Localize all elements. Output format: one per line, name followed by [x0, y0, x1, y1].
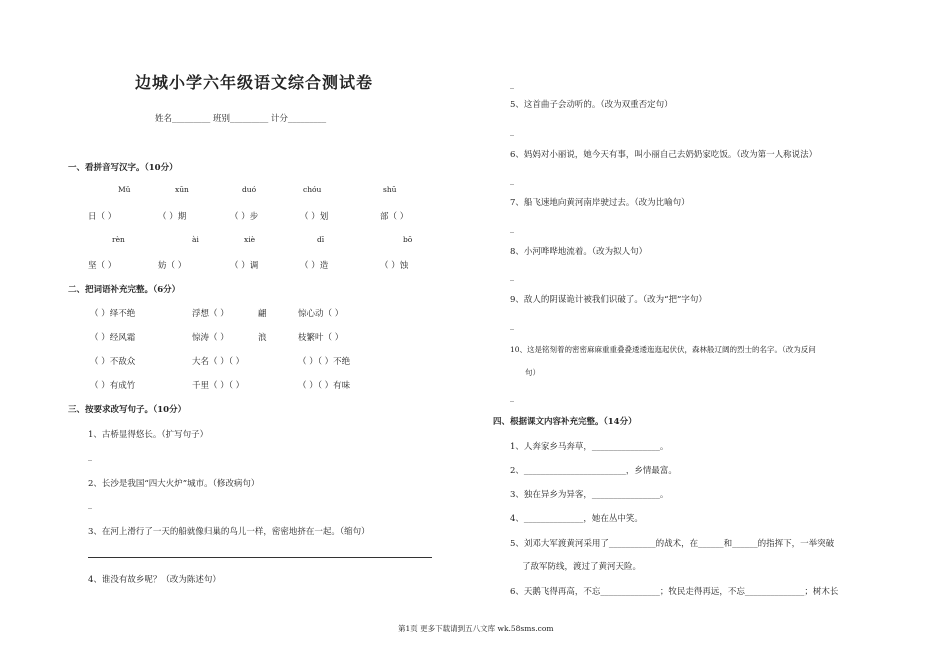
- idiom-blank: 惊涛（ ）: [192, 333, 229, 343]
- pinyin: rèn: [112, 235, 125, 244]
- pinyin: xiè: [244, 235, 256, 244]
- answer-line: [88, 557, 432, 558]
- idiom-blank: （ ）（ ）不绝: [298, 357, 351, 367]
- pinyin: ài: [192, 235, 199, 244]
- question-text: 7、船飞速地向黄河南岸驶过去。（改为比喻句）: [510, 198, 690, 208]
- idiom-blank: 浮想（ ）: [192, 309, 229, 319]
- pinyin: bō: [403, 235, 413, 244]
- question-text: 3、在河上滑行了一天的船就像归巢的鸟儿一样，密密地挤在一起。（缩句）: [88, 527, 370, 537]
- answer-dash: _: [510, 80, 514, 89]
- question-text: 1、人奔家乡马奔草，________________。: [510, 442, 669, 452]
- pinyin: duó: [242, 185, 257, 194]
- idiom-blank: （ ）（ ）有味: [298, 381, 351, 391]
- answer-dash: _: [510, 176, 514, 185]
- idiom-blank: 翩: [258, 309, 267, 319]
- question-text: 1、古桥显得悠长。（扩写句子）: [88, 430, 209, 440]
- question-text: 9、敌人的阴谋诡计被我们识破了。（改为“把”字句）: [510, 295, 707, 305]
- char-blank: （ ）造: [300, 261, 329, 271]
- idiom-blank: （ ）经风霜: [90, 333, 136, 343]
- char-blank: 部（ ）: [380, 212, 409, 222]
- answer-dash: _: [510, 127, 514, 136]
- char-blank: （ ）调: [230, 261, 259, 271]
- char-blank: （ ）步: [230, 212, 259, 222]
- question-text: 5、刘邓大军渡黄河采用了___________的战术，在______和______的指挥下，一举突破: [510, 539, 835, 549]
- question-text: 10、这是铭刻着的密密麻麻重重叠叠逶逶迤迤起伏伏，森林般辽阔的烈士的名字。（改为反问: [510, 345, 816, 354]
- answer-dash: _: [88, 500, 92, 509]
- section-1-title: 一、看拼音写汉字。（10分）: [68, 163, 178, 173]
- question-text: 4、______________，她在丛中笑。: [510, 514, 643, 524]
- idiom-blank: 大名（ ）（ ）: [192, 357, 245, 367]
- answer-dash: _: [510, 321, 514, 330]
- char-blank: 日（ ）: [88, 212, 117, 222]
- idiom-blank: 千里（ ）（ ）: [192, 381, 245, 391]
- char-blank: 坚（ ）: [88, 261, 117, 271]
- char-blank: （ ）划: [300, 212, 329, 222]
- section-3-title: 三、按要求改写句子。（10分）: [68, 405, 187, 415]
- page-title: 边城小学六年级语文综合测试卷: [135, 73, 374, 92]
- question-text: 6、妈妈对小丽说，她今天有事，叫小丽自己去奶奶家吃饭。（改为第一人称说法）: [510, 150, 818, 160]
- question-text: 2、长沙是我国“四大火炉”城市。（修改病句）: [88, 479, 260, 489]
- idiom-blank: （ ）绎不绝: [90, 309, 136, 319]
- question-text: 6、天鹅飞得再高，不忘______________；牧民走得再远，不忘______________；树木长: [510, 587, 839, 597]
- question-text: 8、小河哗哗地流着。（改为拟人句）: [510, 247, 648, 257]
- question-text: 5、这首曲子会动听的。（改为双重否定句）: [510, 100, 673, 110]
- question-text: 4、谁没有故乡呢？（改为陈述句）: [88, 575, 221, 585]
- pinyin: Mǔ: [118, 185, 131, 194]
- idiom-blank: （ ）不敌众: [90, 357, 136, 367]
- question-text: 了敌军防线，渡过了黄河天险。: [522, 562, 642, 572]
- page-footer: 第1页 更多下载请到五八文库 wk.58sms.com: [398, 624, 554, 633]
- answer-dash: _: [510, 393, 514, 402]
- answer-dash: _: [510, 272, 514, 281]
- pinyin: shū: [383, 185, 397, 194]
- question-text: 2、________________________，乡情最富。: [510, 466, 677, 476]
- pinyin: xūn: [175, 185, 189, 194]
- idiom-blank: 浪: [258, 333, 267, 343]
- char-blank: （ ）蚀: [380, 261, 409, 271]
- answer-dash: _: [510, 224, 514, 233]
- idiom-blank: 惊心动（ ）: [298, 309, 344, 319]
- answer-dash: _: [88, 452, 92, 461]
- char-blank: （ ）期: [158, 212, 187, 222]
- section-4-title: 四、根据课文内容补充完整。（14分）: [493, 417, 637, 427]
- idiom-blank: （ ）有成竹: [90, 381, 136, 391]
- pinyin: chóu: [303, 185, 322, 194]
- question-text: 3、独在异乡为异客，________________。: [510, 490, 669, 500]
- student-info-line: 姓名_________ 班别_________ 计分_________: [155, 114, 327, 124]
- question-text: 句）: [525, 368, 540, 377]
- char-blank: 妨（ ）: [158, 261, 187, 271]
- pinyin: dī: [317, 235, 325, 244]
- idiom-blank: 枝繁叶（ ）: [298, 333, 344, 343]
- section-2-title: 二、把词语补充完整。（6分）: [68, 285, 181, 295]
